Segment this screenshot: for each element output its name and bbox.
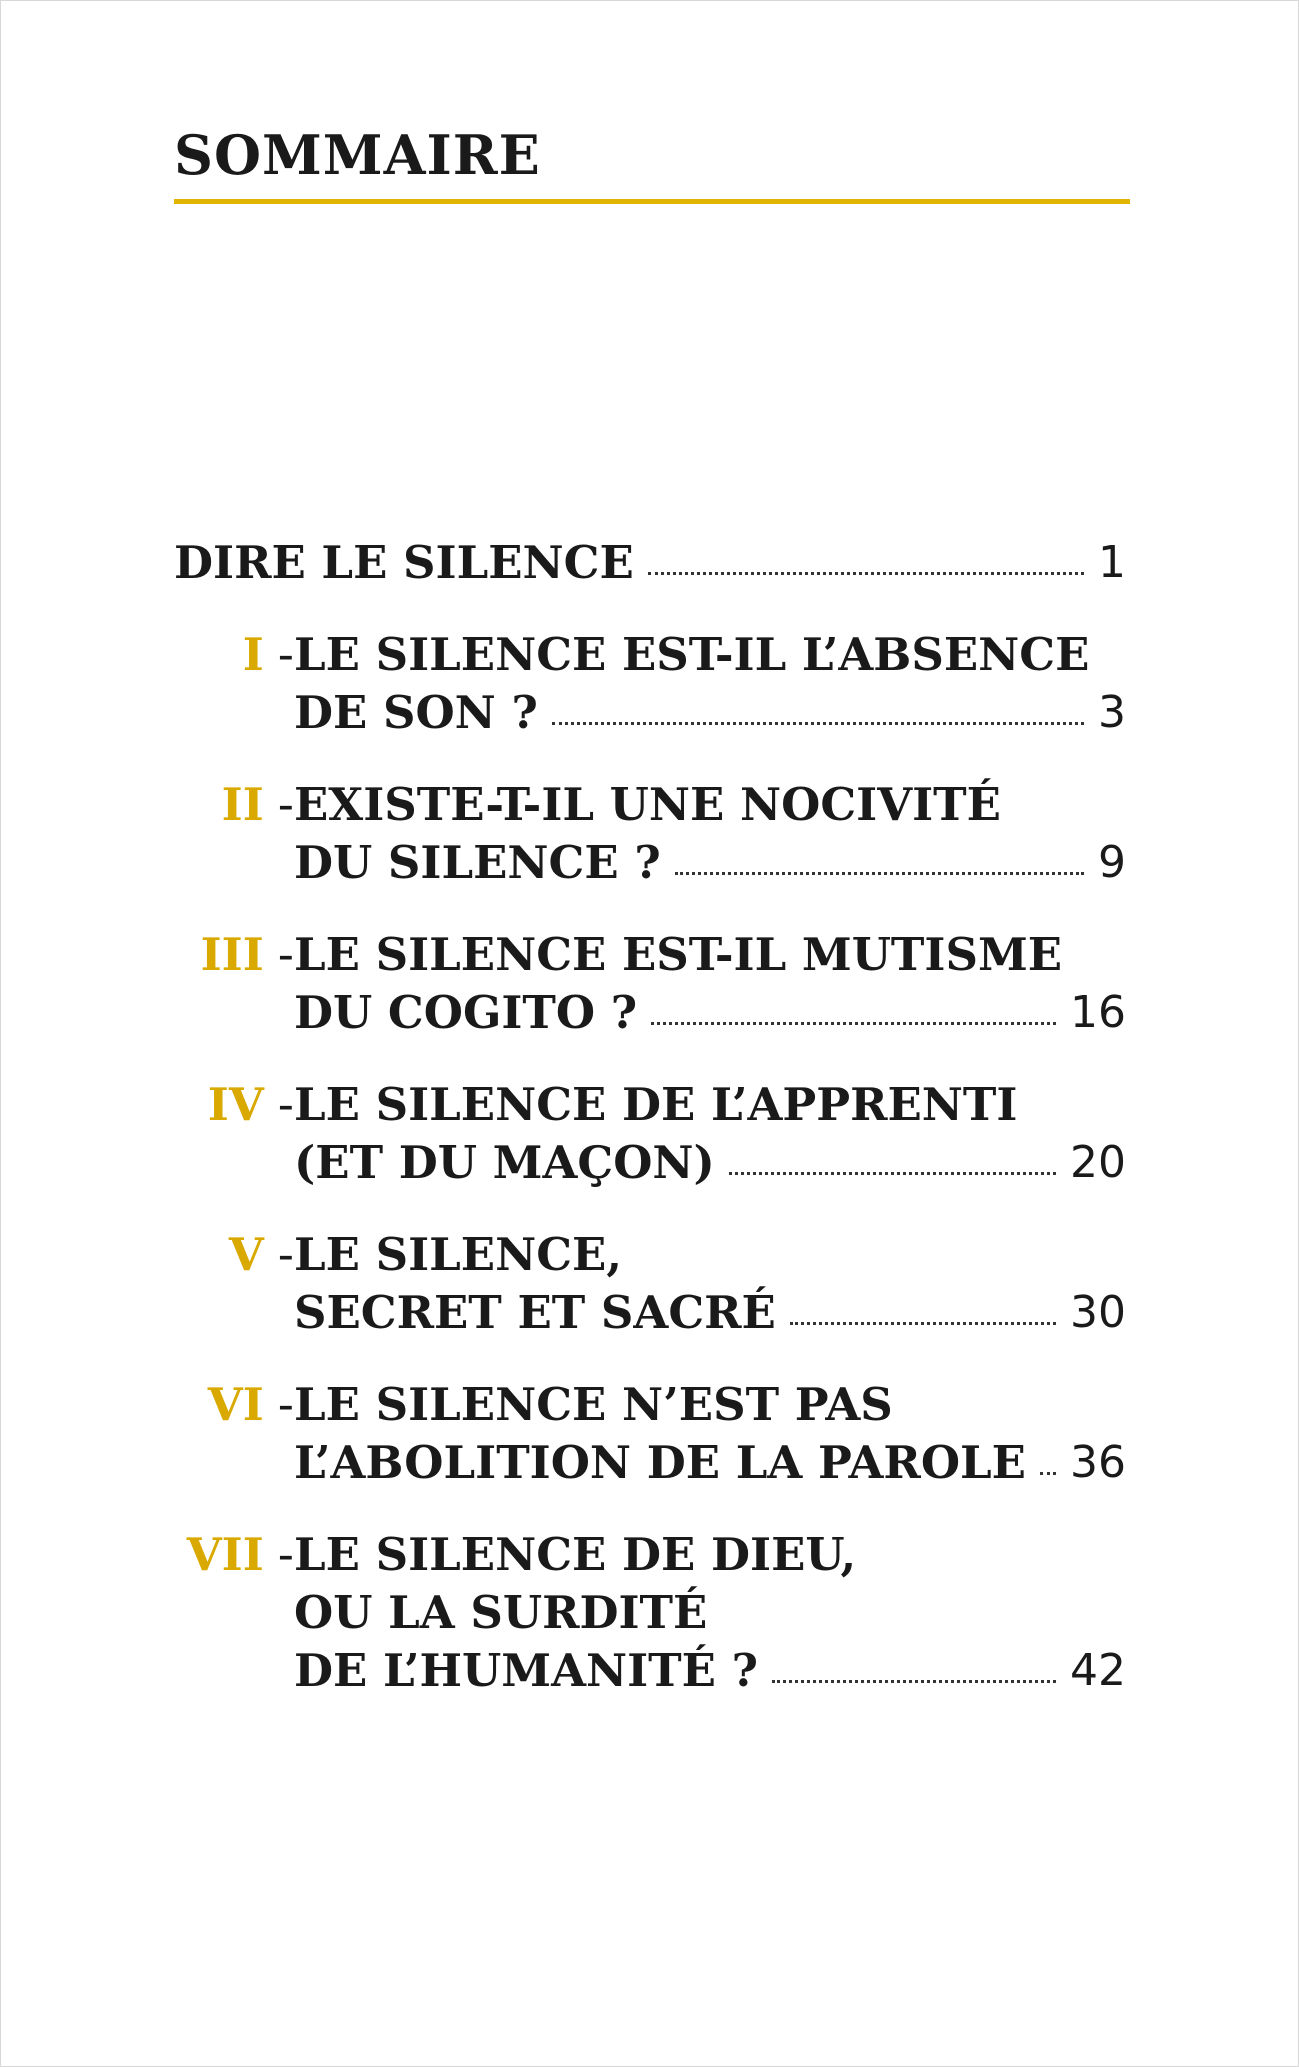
toc-entry-chapter-3-cont[interactable]: [294, 977, 1126, 1039]
dot-leader: [1040, 1472, 1056, 1475]
toc-entry-label: DIRE LE SILENCE: [174, 536, 634, 589]
page-number: 42: [1070, 1645, 1126, 1696]
roman-numeral: III: [200, 928, 264, 981]
page-number: 9: [1098, 837, 1126, 888]
toc-entry-chapter-2[interactable]: [294, 769, 1126, 831]
toc-entry-label: EXISTE-T-IL UNE NOCIVITÉ: [294, 778, 1001, 831]
toc-entry-chapter-3[interactable]: [294, 919, 1126, 981]
chapter-numeral-3: [174, 919, 294, 981]
page-number: 36: [1070, 1437, 1126, 1488]
separator-dash: -: [277, 778, 294, 831]
dot-leader: [651, 1022, 1056, 1025]
toc-entry-chapter-6-cont[interactable]: [294, 1427, 1126, 1489]
toc-entry-label: L’ABOLITION DE LA PAROLE: [294, 1436, 1026, 1489]
page-number: 16: [1070, 987, 1126, 1038]
dot-leader: [648, 572, 1084, 575]
toc-entry-chapter-7[interactable]: [294, 1519, 1126, 1581]
page-title: SOMMAIRE: [174, 123, 541, 187]
chapter-numeral-4: [174, 1069, 294, 1131]
roman-numeral: V: [228, 1228, 264, 1281]
toc-entry-chapter-4[interactable]: [294, 1069, 1126, 1131]
page-number: 20: [1070, 1137, 1126, 1188]
page-number: 30: [1070, 1287, 1126, 1338]
toc-entry-label: LE SILENCE,: [294, 1228, 623, 1281]
toc-entry-chapter-7-line-2[interactable]: [294, 1577, 1126, 1639]
toc-entry-label: LE SILENCE EST-IL MUTISME: [294, 928, 1063, 981]
dot-leader: [772, 1680, 1056, 1683]
toc-entry-chapter-5-cont[interactable]: [294, 1277, 1126, 1339]
toc-entry-chapter-4-cont[interactable]: [294, 1127, 1126, 1189]
toc-entry-label: OU LA SURDITÉ: [294, 1586, 708, 1639]
dot-leader: [790, 1322, 1056, 1325]
toc-entry-label: LE SILENCE DE L’APPRENTI: [294, 1078, 1018, 1131]
separator-dash: -: [277, 1228, 294, 1281]
toc-entry-label: LE SILENCE N’EST PAS: [294, 1378, 893, 1431]
separator-dash: -: [277, 1378, 294, 1431]
toc-entry-label: LE SILENCE DE DIEU,: [294, 1528, 857, 1581]
roman-numeral: II: [221, 778, 264, 831]
toc-entry-chapter-6[interactable]: [294, 1369, 1126, 1431]
dot-leader: [675, 872, 1084, 875]
toc-entry-chapter-5[interactable]: [294, 1219, 1126, 1281]
title-underline: [174, 199, 1130, 204]
roman-numeral: VII: [186, 1528, 264, 1581]
page-number: 3: [1098, 687, 1126, 738]
chapter-numeral-5: [174, 1219, 294, 1281]
page-number: 1: [1098, 537, 1126, 588]
toc-entry-label: DU SILENCE ?: [294, 836, 661, 889]
toc-entry-chapter-2-cont[interactable]: [294, 827, 1126, 889]
roman-numeral: VI: [207, 1378, 264, 1431]
chapter-numeral-1: [174, 619, 294, 681]
separator-dash: -: [277, 1528, 294, 1581]
chapter-numeral-2: [174, 769, 294, 831]
roman-numeral: I: [242, 628, 264, 681]
chapter-numeral-7: [174, 1519, 294, 1581]
roman-numeral: IV: [207, 1078, 264, 1131]
toc-entry-label: DE SON ?: [294, 686, 538, 739]
dot-leader: [552, 722, 1084, 725]
toc-entry-chapter-1-cont[interactable]: [294, 677, 1126, 739]
toc-entry-label: (ET DU MAÇON): [294, 1136, 715, 1189]
toc-entry-intro[interactable]: [174, 527, 1126, 589]
toc-entry-label: DE L’HUMANITÉ ?: [294, 1644, 758, 1697]
toc-entry-label: DU COGITO ?: [294, 986, 638, 1039]
chapter-numeral-6: [174, 1369, 294, 1431]
toc-entry-chapter-1[interactable]: [294, 619, 1126, 681]
separator-dash: -: [277, 1078, 294, 1131]
toc-entry-label: LE SILENCE EST-IL L’ABSENCE: [294, 628, 1090, 681]
dot-leader: [729, 1172, 1056, 1175]
toc-entry-chapter-7-line-3[interactable]: [294, 1635, 1126, 1697]
separator-dash: -: [277, 628, 294, 681]
separator-dash: -: [277, 928, 294, 981]
toc-entry-label: SECRET ET SACRÉ: [294, 1286, 776, 1339]
